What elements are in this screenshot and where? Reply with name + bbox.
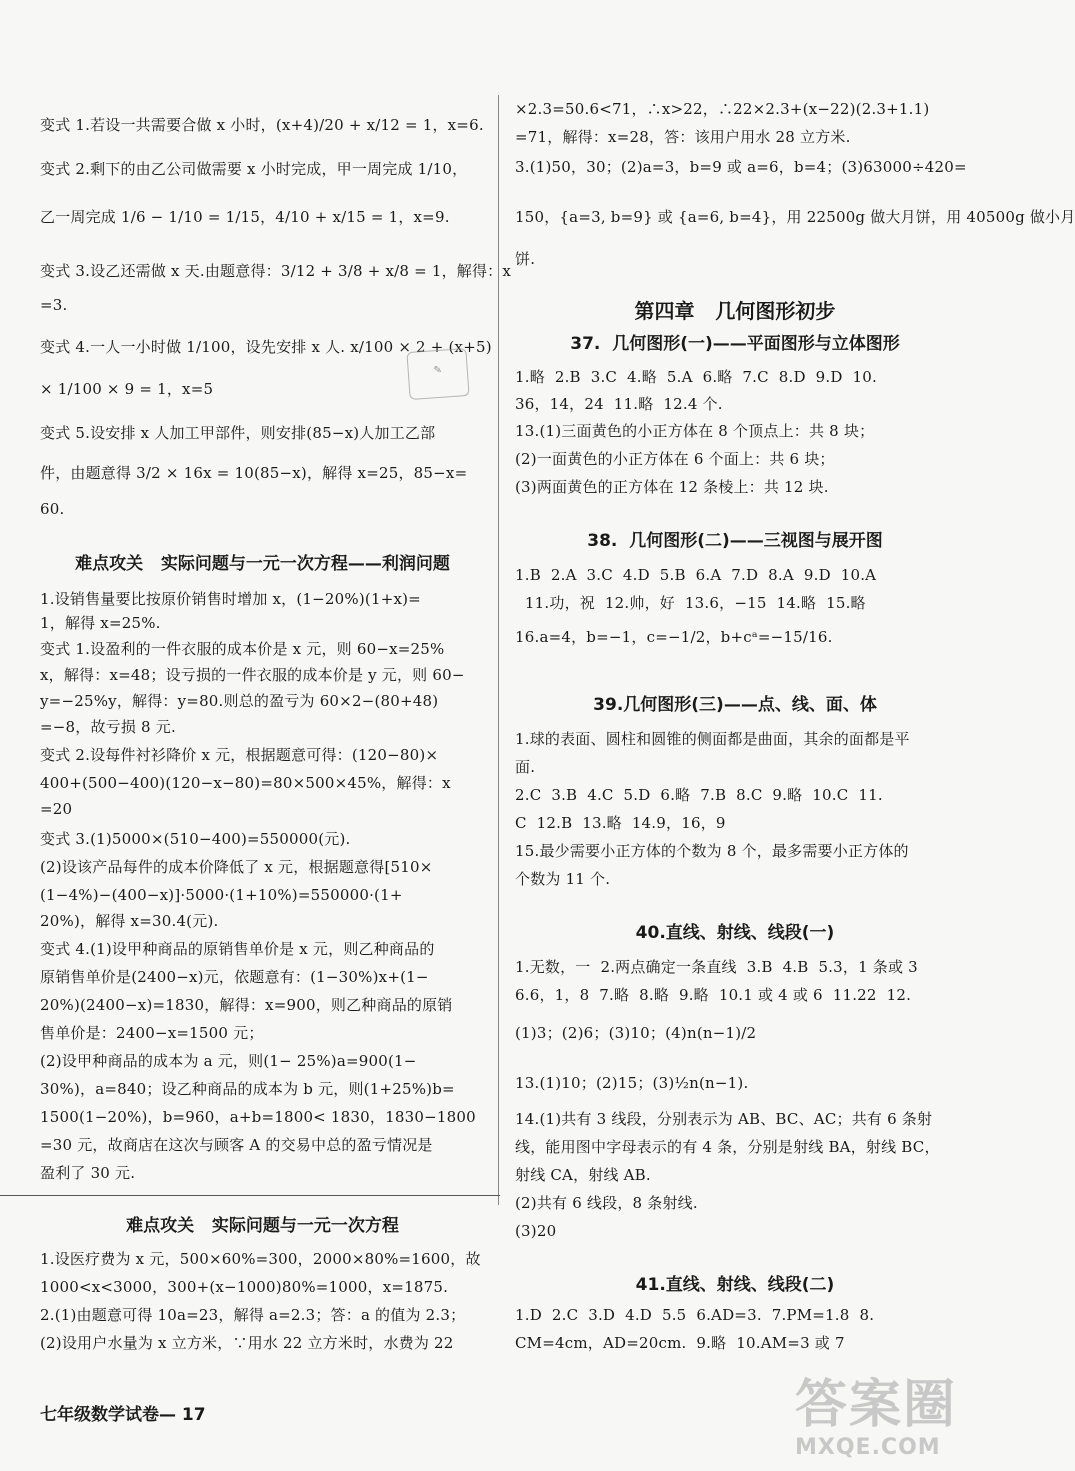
- text-line: 60.: [40, 500, 65, 518]
- text-line: 1500(1−20%)，b=960，a+b=1800< 1830，1830−1800: [40, 1108, 476, 1126]
- section-heading: 38. 几何图形(二)——三视图与展开图: [587, 531, 883, 551]
- section-heading: 37. 几何图形(一)——平面图形与立体图形: [570, 334, 900, 354]
- text-line: 2.C 3.B 4.C 5.D 6.略 7.B 8.C 9.略 10.C 11.: [515, 786, 883, 804]
- text-line: =30 元，故商店在这次与顾客 A 的交易中总的盈亏情况是: [40, 1136, 433, 1154]
- text-line: 20%)(2400−x)=1830，解得：x=900，则乙种商品的原销: [40, 996, 453, 1014]
- text-line: 400+(500−400)(120−x−80)=80×500×45%，解得：x: [40, 774, 451, 792]
- text-line: 变式 5.设安排 x 人加工甲部件，则安排(85−x)人加工乙部: [40, 424, 436, 442]
- text-line: 1.设医疗费为 x 元，500×60%=300，2000×80%=1600，故: [40, 1250, 481, 1268]
- text-line: 1.设销售量要比按原价销售时增加 x，(1−20%)(1+x)=: [40, 590, 421, 608]
- watermark-url: MXQE.COM: [795, 1435, 941, 1460]
- text-line: 3.(1)50，30；(2)a=3，b=9 或 a=6，b=4；(3)63000÷420=: [515, 158, 967, 176]
- text-line: (1−4%)−(400−x)]·5000·(1+10%)=550000·(1+: [40, 886, 403, 904]
- text-line: 饼.: [515, 250, 536, 268]
- section-heading: 难点攻关 实际问题与一元一次方程: [126, 1216, 399, 1236]
- text-line: (3)20: [515, 1222, 557, 1240]
- text-line: 1.无数，一 2.两点确定一条直线 3.B 4.B 5.3，1 条或 3: [515, 958, 918, 976]
- text-line: y=−25%y，解得：y=80.则总的盈亏为 60×2−(80+48): [40, 692, 439, 710]
- text-line: CM=4cm，AD=20cm. 9.略 10.AM=3 或 7: [515, 1334, 845, 1352]
- text-line: 件，由题意得 3/2 × 16x = 10(85−x)，解得 x=25，85−x=: [40, 464, 468, 482]
- text-line: =3.: [40, 296, 68, 314]
- text-line: (2)一面黄色的小正方体在 6 个面上：共 6 块；: [515, 450, 835, 468]
- page-footer: 七年级数学试卷— 17: [40, 1405, 206, 1425]
- text-line: 变式 1.设盈利的一件衣服的成本价是 x 元，则 60−x=25%: [40, 640, 445, 658]
- section-heading: 39.几何图形(三)——点、线、面、体: [593, 695, 877, 715]
- text-line: 1000<x<3000，300+(x−1000)80%=1000，x=1875.: [40, 1278, 449, 1296]
- text-line: 16.a=4，b=−1，c=−1/2，b+cᵃ=−15/16.: [515, 628, 833, 646]
- text-line: (2)设用户水量为 x 立方米，∵用水 22 立方米时，水费为 22: [40, 1334, 454, 1352]
- text-line: 变式 1.若设一共需要合做 x 小时，(x+4)/20 + x/12 = 1，x=6.: [40, 116, 484, 134]
- text-line: 14.(1)共有 3 线段，分别表示为 AB、BC、AC；共有 6 条射: [515, 1110, 933, 1128]
- text-line: 13.(1)三面黄色的小正方体在 8 个顶点上：共 8 块；: [515, 422, 875, 440]
- text-line: C 12.B 13.略 14.9，16，9: [515, 814, 726, 832]
- text-line: 变式 4.一人一小时做 1/100，设先安排 x 人. x/100 × 2 + (x+5): [40, 338, 492, 356]
- text-line: 36，14，24 11.略 12.4 个.: [515, 395, 723, 413]
- column-divider: [498, 95, 499, 1205]
- section-heading: 第四章 几何图形初步: [634, 299, 836, 323]
- text-line: =20: [40, 800, 73, 818]
- text-line: 1.D 2.C 3.D 4.D 5.5 6.AD=3. 7.PM=1.8 8.: [515, 1306, 875, 1324]
- text-line: 个数为 11 个.: [515, 870, 611, 888]
- section-heading: 41.直线、射线、线段(二): [635, 1275, 835, 1295]
- text-line: =71，解得：x=28，答：该用户用水 28 立方米.: [515, 128, 851, 146]
- text-line: 15.最少需要小正方体的个数为 8 个，最多需要小正方体的: [515, 842, 909, 860]
- text-line: (2)设该产品每件的成本价降低了 x 元，根据题意得[510×: [40, 858, 433, 876]
- text-line: 变式 2.剩下的由乙公司做需要 x 小时完成，甲一周完成 1/10，: [40, 160, 468, 178]
- section-rule: [0, 1195, 500, 1196]
- text-line: 1.略 2.B 3.C 4.略 5.A 6.略 7.C 8.D 9.D 10.: [515, 368, 877, 386]
- text-line: 6.6，1，8 7.略 8.略 9.略 10.1 或 4 或 6 11.22 12.: [515, 986, 912, 1004]
- text-line: (3)两面黄色的正方体在 12 条棱上：共 12 块.: [515, 478, 829, 496]
- text-line: 面.: [515, 758, 536, 776]
- text-line: (2)共有 6 线段，8 条射线.: [515, 1194, 698, 1212]
- text-line: 盈利了 30 元.: [40, 1164, 136, 1182]
- watermark-text: 答案圈: [795, 1375, 958, 1435]
- text-line: x，解得：x=48；设亏损的一件衣服的成本价是 y 元，则 60−: [40, 666, 465, 684]
- text-line: × 1/100 × 9 = 1，x=5: [40, 380, 214, 398]
- text-line: 1.B 2.A 3.C 4.D 5.B 6.A 7.D 8.A 9.D 10.A: [515, 566, 877, 584]
- text-line: 变式 3.设乙还需做 x 天.由题意得：3/12 + 3/8 + x/8 = 1，解得：x: [40, 262, 512, 280]
- text-line: ×2.3=50.6<71，∴x>22，∴22×2.3+(x−22)(2.3+1.1): [515, 100, 930, 118]
- handwritten-sketch: ✎: [406, 348, 469, 400]
- text-line: 线，能用图中字母表示的有 4 条，分别是射线 BA，射线 BC，: [515, 1138, 940, 1156]
- text-line: 11.功，祝 12.帅，好 13.6，−15 14.略 15.略: [515, 594, 866, 612]
- text-line: 乙一周完成 1/6 − 1/10 = 1/15，4/10 + x/15 = 1，x=9.: [40, 208, 450, 226]
- text-line: =−8，故亏损 8 元.: [40, 718, 176, 736]
- text-line: 13.(1)10；(2)15；(3)½n(n−1).: [515, 1074, 749, 1092]
- text-line: (2)设甲种商品的成本为 a 元，则(1− 25%)a=900(1−: [40, 1052, 417, 1070]
- text-line: 射线 CA，射线 AB.: [515, 1166, 651, 1184]
- text-line: 售单价是：2400−x=1500 元；: [40, 1024, 264, 1042]
- text-line: 变式 4.(1)设甲种商品的原销售单价是 x 元，则乙种商品的: [40, 940, 435, 958]
- section-heading: 难点攻关 实际问题与一元一次方程——利润问题: [75, 554, 450, 574]
- text-line: 20%)，解得 x=30.4(元).: [40, 912, 219, 930]
- text-line: 1.球的表面、圆柱和圆锥的侧面都是曲面，其余的面都是平: [515, 730, 910, 748]
- text-line: 1，解得 x=25%.: [40, 614, 161, 632]
- text-line: 原销售单价是(2400−x)元，依题意有：(1−30%)x+(1−: [40, 968, 429, 986]
- text-line: 2.(1)由题意可得 10a=23，解得 a=2.3；答：a 的值为 2.3；: [40, 1306, 466, 1324]
- text-line: 150，{a=3, b=9} 或 {a=6, b=4}，用 22500g 做大月饼，用 40500g 做小月: [515, 208, 1075, 226]
- text-line: (1)3；(2)6；(3)10；(4)n(n−1)/2: [515, 1024, 757, 1042]
- text-line: 30%)，a=840；设乙种商品的成本为 b 元，则(1+25%)b=: [40, 1080, 455, 1098]
- section-heading: 40.直线、射线、线段(一): [635, 923, 835, 943]
- text-line: 变式 2.设每件衬衫降价 x 元，根据题意可得：(120−80)×: [40, 746, 439, 764]
- watermark-logo: [795, 1375, 995, 1467]
- text-line: 变式 3.(1)5000×(510−400)=550000(元).: [40, 830, 351, 848]
